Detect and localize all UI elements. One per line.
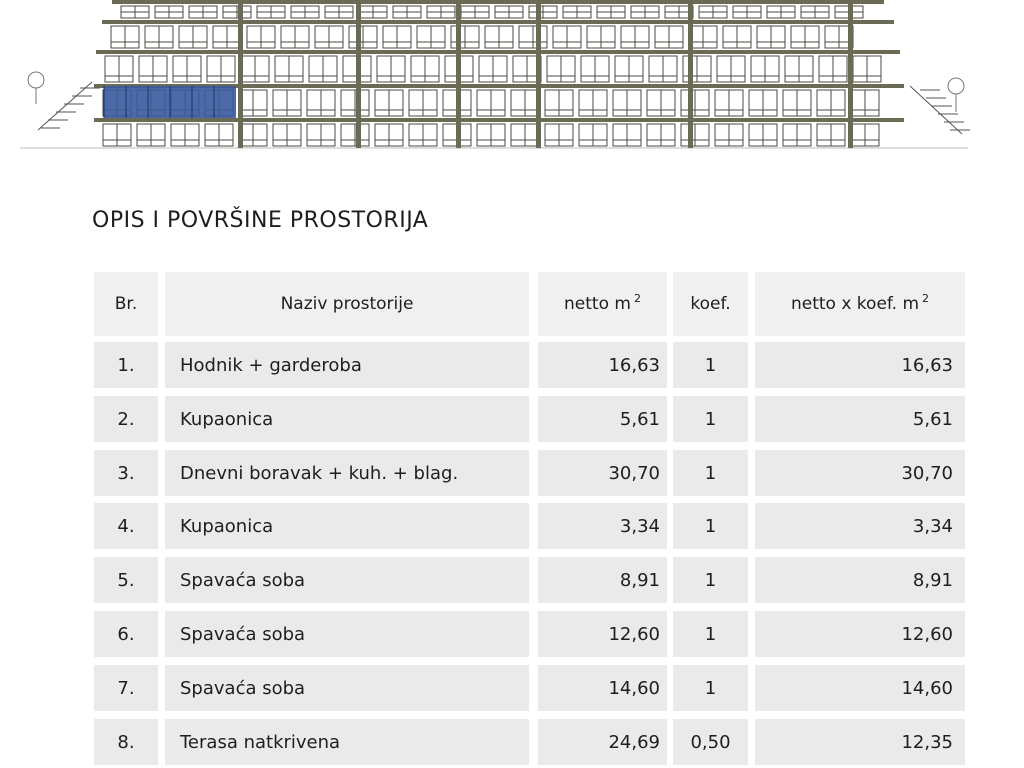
row-4-br: 4. [94, 503, 158, 549]
structural-pier [456, 118, 461, 148]
row-7-total: 14,60 [755, 665, 965, 711]
structural-pier [456, 20, 461, 50]
row-3-netto: 30,70 [538, 450, 667, 496]
row-5-netto: 8,91 [538, 557, 667, 603]
structural-pier [456, 50, 461, 84]
row-1-br: 1. [94, 342, 158, 388]
building-elevation-drawing [0, 0, 1024, 160]
structural-pier [688, 50, 693, 84]
row-8-br: 8. [94, 719, 158, 765]
row-2-koef: 1 [673, 396, 748, 442]
row-7-netto: 14,60 [538, 665, 667, 711]
row-1-name: Hodnik + garderoba [165, 342, 529, 388]
right-tree [948, 78, 964, 94]
structural-pier [356, 84, 361, 118]
structural-pier [688, 84, 693, 118]
floor-slab [112, 0, 884, 4]
row-1-netto: 16,63 [538, 342, 667, 388]
row-5-koef: 1 [673, 557, 748, 603]
structural-pier [688, 20, 693, 50]
row-4-name: Kupaonica [165, 503, 529, 549]
header-total [755, 272, 965, 336]
row-7-koef: 1 [673, 665, 748, 711]
header-koef: koef. [673, 272, 748, 336]
row-7-br: 7. [94, 665, 158, 711]
floor-slab [96, 50, 900, 54]
row-2-total: 5,61 [755, 396, 965, 442]
row-1-total: 16,63 [755, 342, 965, 388]
row-5-name: Spavaća soba [165, 557, 529, 603]
structural-pier [848, 20, 853, 50]
building-structure [20, 0, 970, 148]
structural-pier [356, 50, 361, 84]
structural-pier [238, 118, 243, 148]
row-3-name: Dnevni boravak + kuh. + blag. [165, 450, 529, 496]
row-1-koef: 1 [673, 342, 748, 388]
row-3-total: 30,70 [755, 450, 965, 496]
floor-slab [94, 118, 904, 122]
row-4-total: 3,34 [755, 503, 965, 549]
structural-pier [688, 118, 693, 148]
row-8-koef: 0,50 [673, 719, 748, 765]
header-total-label: netto x koef. m [790, 294, 920, 314]
structural-pier [456, 84, 461, 118]
header-name: Naziv prostorije [165, 272, 529, 336]
row-4-koef: 1 [673, 503, 748, 549]
structural-pier [356, 118, 361, 148]
structural-pier [848, 84, 853, 118]
row-5-br: 5. [94, 557, 158, 603]
floor-slab [102, 20, 894, 24]
structural-pier [536, 0, 541, 20]
row-2-netto: 5,61 [538, 396, 667, 442]
row-3-br: 3. [94, 450, 158, 496]
header-netto-label: netto m [564, 294, 631, 314]
structural-pier [536, 20, 541, 50]
header-br: Br. [94, 272, 158, 336]
header-netto [538, 272, 667, 336]
row-4-netto: 3,34 [538, 503, 667, 549]
structural-pier [848, 50, 853, 84]
right-stair-rail [910, 86, 962, 134]
row-8-netto: 24,69 [538, 719, 667, 765]
structural-pier [356, 0, 361, 20]
structural-pier [848, 118, 853, 148]
left-stair-rail [38, 82, 92, 130]
row-6-br: 6. [94, 611, 158, 657]
row-6-koef: 1 [673, 611, 748, 657]
structural-pier [356, 20, 361, 50]
structural-pier [238, 0, 243, 20]
structural-pier [848, 0, 853, 20]
structural-pier [238, 20, 243, 50]
structural-pier [238, 50, 243, 84]
row-3-koef: 1 [673, 450, 748, 496]
header-total-sup: 2 [922, 291, 930, 305]
row-7-name: Spavaća soba [165, 665, 529, 711]
left-tree [28, 72, 44, 88]
row-2-name: Kupaonica [165, 396, 529, 442]
row-6-name: Spavaća soba [165, 611, 529, 657]
row-5-total: 8,91 [755, 557, 965, 603]
page-title: OPIS I POVRŠINE PROSTORIJA [92, 208, 429, 233]
row-6-total: 12,60 [755, 611, 965, 657]
structural-pier [456, 0, 461, 20]
structural-pier [238, 84, 243, 118]
header-netto-sup: 2 [633, 291, 641, 305]
structural-pier [536, 118, 541, 148]
row-8-total: 12,35 [755, 719, 965, 765]
row-6-netto: 12,60 [538, 611, 667, 657]
structural-pier [536, 84, 541, 118]
row-2-br: 2. [94, 396, 158, 442]
structural-pier [536, 50, 541, 84]
structural-pier [688, 0, 693, 20]
row-8-name: Terasa natkrivena [165, 719, 529, 765]
